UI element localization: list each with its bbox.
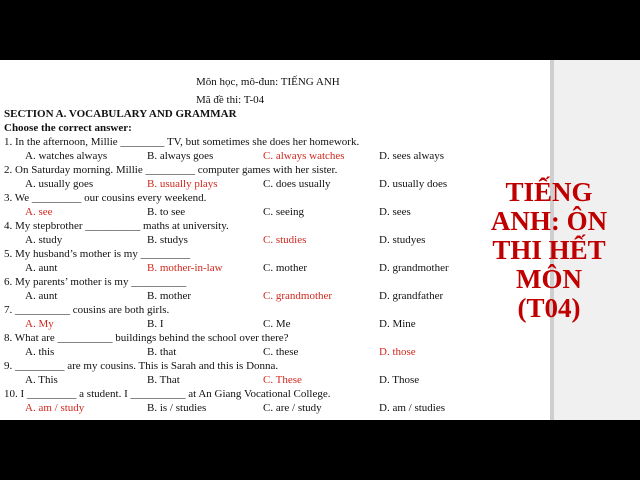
answer-option-correct: B. usually plays [147, 178, 218, 190]
question-text: 10. I _________ a student. I __________ at An Giang Vocational College. [4, 388, 331, 400]
title-line: TIẾNG [505, 177, 593, 207]
answer-option: B. studys [147, 234, 188, 246]
instruction: Choose the correct answer: [4, 122, 132, 134]
answer-option: D. Mine [379, 318, 416, 330]
answer-option-correct: A. am / study [25, 402, 85, 414]
answer-option: B. That [147, 374, 180, 386]
answer-option: C. does usually [263, 178, 331, 190]
section-heading: SECTION A. VOCABULARY AND GRAMMAR [4, 108, 237, 120]
question-text: 5. My husband’s mother is my _________ [4, 248, 191, 260]
answer-option: D. grandmother [379, 262, 449, 274]
answer-option: D. studyes [379, 234, 426, 246]
answer-option: A. aunt [25, 262, 58, 274]
answer-option: B. always goes [147, 150, 214, 162]
answer-option: B. I [147, 318, 164, 330]
exam-code: Mã đề thi: T-04 [196, 94, 265, 106]
answer-option: A. aunt [25, 290, 58, 302]
answer-option: A. usually goes [25, 178, 94, 190]
answer-option: C. these [263, 346, 299, 358]
title-line: (T04) [517, 293, 581, 323]
title-line: THI HẾT [492, 235, 606, 265]
question-text: 3. We _________ our cousins every weekend. [4, 192, 207, 204]
question-text: 4. My stepbrother __________ maths at university. [4, 220, 229, 232]
answer-option: A. study [25, 234, 63, 246]
answer-option-correct: B. mother-in-law [147, 262, 223, 274]
question-text: 8. What are __________ buildings behind the school over there? [4, 332, 289, 344]
question-text: 7. __________ cousins are both girls. [4, 304, 170, 316]
answer-option: B. mother [147, 290, 191, 302]
answer-option: C. mother [263, 262, 307, 274]
answer-option: D. Those [379, 374, 420, 386]
question-text: 6. My parents’ mother is my __________ [4, 276, 187, 288]
video-title [474, 178, 624, 323]
answer-option: B. to see [147, 206, 186, 218]
subject-header: Môn học, mô-đun: TIẾNG ANH [196, 76, 340, 88]
answer-option: D. am / studies [379, 402, 445, 414]
exam-document [0, 60, 550, 420]
title-line: ANH: ÔN [490, 206, 608, 236]
answer-option-correct: C. studies [263, 234, 307, 246]
answer-option-correct: D. those [379, 346, 416, 358]
answer-option: C. seeing [263, 206, 304, 218]
question-text: 9. _________ are my cousins. This is Sarah and this is Donna. [4, 360, 279, 372]
title-line: MÔN [516, 264, 582, 294]
answer-option-correct: A. see [25, 206, 53, 218]
answer-option-correct: C. always watches [263, 150, 345, 162]
question-text: 1. In the afternoon, Millie ________ TV, but sometimes she does her homework. [4, 136, 360, 148]
answer-option: A. this [25, 346, 55, 358]
answer-option: B. is / studies [147, 402, 207, 414]
answer-option: D. sees [379, 206, 411, 218]
answer-option-correct: A. My [25, 318, 54, 330]
answer-option-correct: C. These [263, 374, 302, 386]
answer-option: C. Me [263, 318, 291, 330]
answer-option: D. sees always [379, 150, 445, 162]
answer-option: A. This [25, 374, 58, 386]
answer-option-correct: C. grandmother [263, 290, 333, 302]
answer-option: D. grandfather [379, 290, 444, 302]
answer-option: C. are / study [263, 402, 322, 414]
video-frame [0, 60, 640, 420]
question-text: 2. On Saturday morning. Millie _________ computer games with her sister. [4, 164, 338, 176]
answer-option: D. usually does [379, 178, 448, 190]
answer-option: A. watches always [25, 150, 108, 162]
answer-option: B. that [147, 346, 177, 358]
